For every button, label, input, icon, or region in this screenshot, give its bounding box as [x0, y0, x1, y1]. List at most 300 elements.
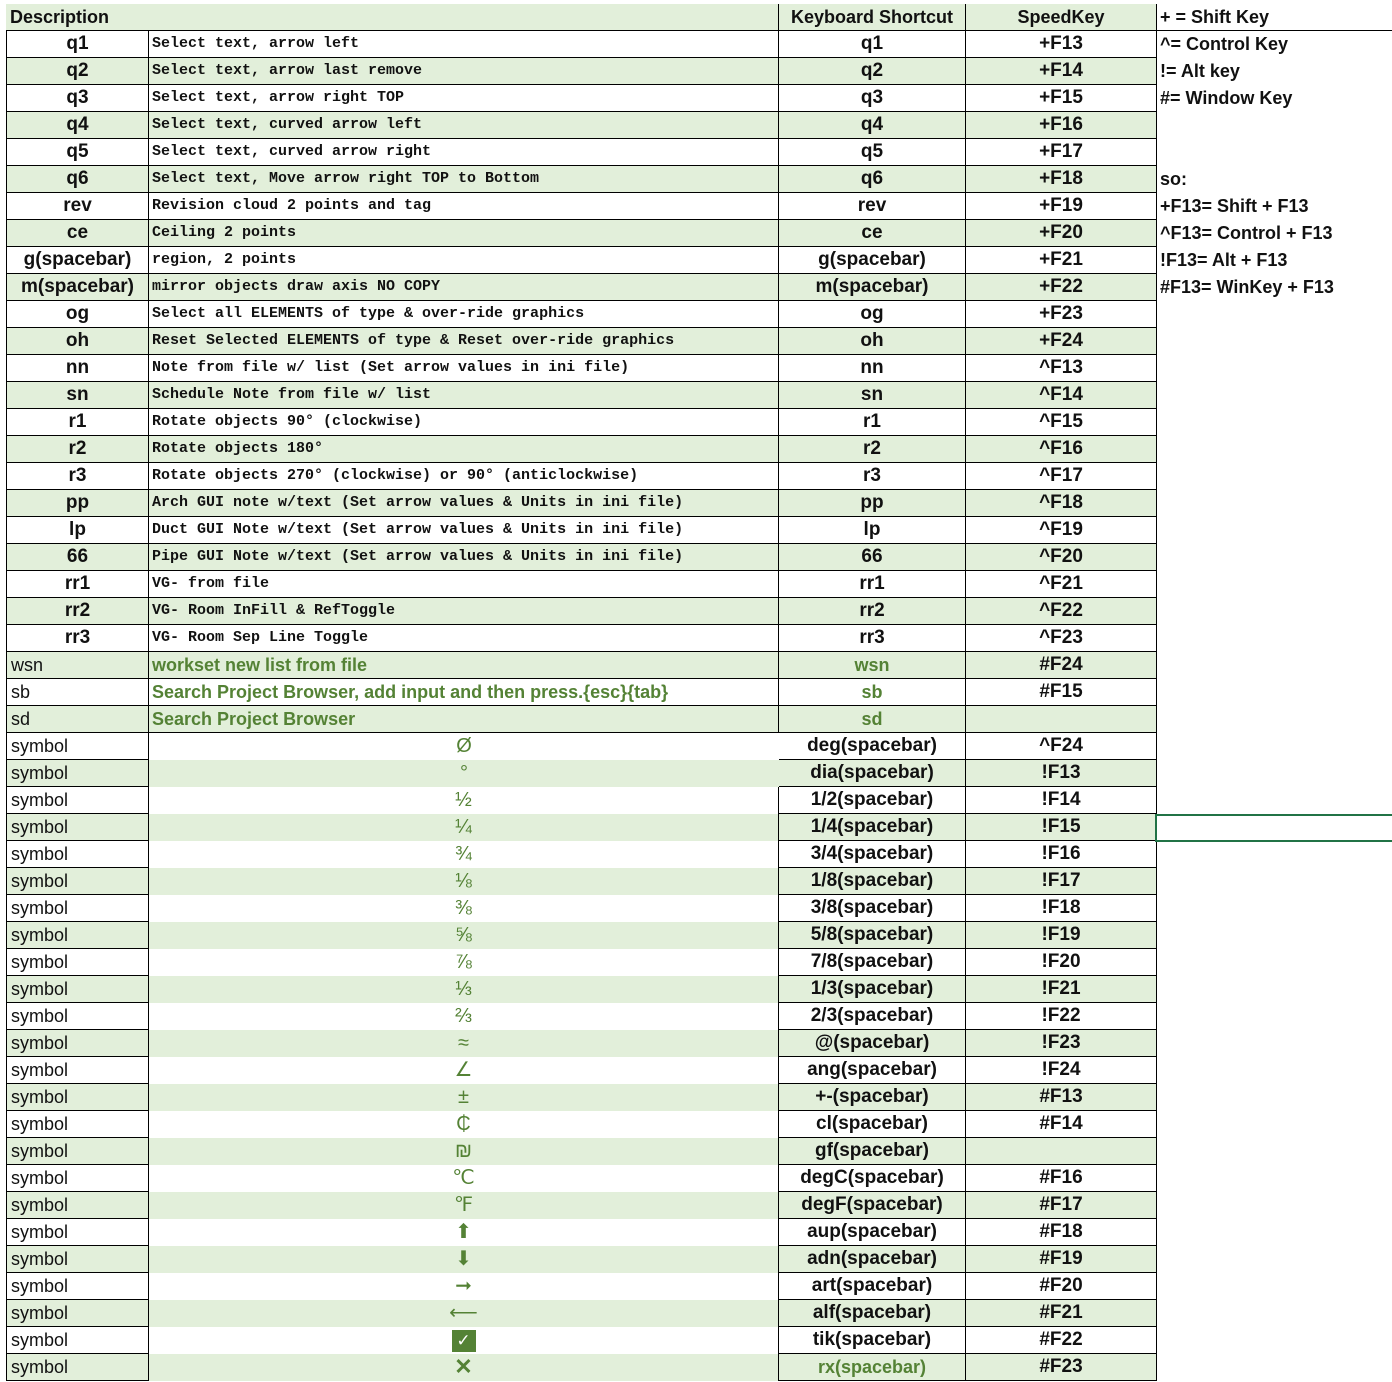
keyboard-shortcut-cell[interactable]: nn	[779, 355, 966, 382]
symbol-label-cell[interactable]: symbol	[6, 1327, 149, 1354]
speedkey-cell[interactable]: #F16	[966, 1165, 1157, 1192]
table-row	[0, 733, 1392, 760]
keyboard-shortcut-cell[interactable]: rev	[779, 193, 966, 220]
keyboard-shortcut-cell[interactable]: alf(spacebar)	[779, 1300, 966, 1327]
symbol-glyph-cell[interactable]	[149, 1219, 779, 1246]
keyboard-shortcut-cell[interactable]: lp	[779, 517, 966, 544]
command-description-cell[interactable]: Revision cloud 2 points and tag	[149, 193, 779, 220]
table-row	[0, 409, 1392, 436]
command-description-cell[interactable]: Arch GUI note w/text (Set arrow values & Units in ini file)	[149, 490, 779, 517]
keyboard-shortcut-cell[interactable]: dia(spacebar)	[779, 760, 966, 787]
legend-note-cell[interactable]	[1157, 328, 1392, 355]
legend-note-cell[interactable]: != Alt key	[1160, 61, 1240, 81]
keyboard-shortcut-cell[interactable]: 3/8(spacebar)	[779, 895, 966, 922]
table-row	[0, 625, 1392, 652]
symbol-glyph-cell[interactable]	[149, 1300, 779, 1327]
symbol-glyph: ℃	[452, 1167, 475, 1189]
keyboard-shortcut-cell[interactable]: cl(spacebar)	[779, 1111, 966, 1138]
table-row	[0, 301, 1392, 328]
speedkey-cell[interactable]: !F15	[966, 814, 1157, 841]
table-row	[0, 463, 1392, 490]
symbol-glyph-cell[interactable]	[149, 1111, 779, 1138]
symbol-label-cell[interactable]: symbol	[6, 1084, 149, 1111]
table-row	[0, 706, 1392, 733]
table-row	[0, 949, 1392, 976]
command-description-cell[interactable]: Select all ELEMENTS of type & over-ride graphics	[149, 301, 779, 328]
keyboard-shortcut-cell[interactable]: 1/4(spacebar)	[779, 814, 966, 841]
command-description-cell[interactable]: Search Project Browser	[149, 706, 779, 733]
command-code-cell[interactable]: g(spacebar)	[6, 247, 149, 274]
speedkey-cell[interactable]: #F17	[966, 1192, 1157, 1219]
speedkey-cell[interactable]: ^F17	[966, 463, 1157, 490]
speedkey-cell[interactable]: #F20	[966, 1273, 1157, 1300]
command-code-cell[interactable]: rev	[6, 193, 149, 220]
speedkey-cell[interactable]: ^F24	[966, 733, 1157, 760]
symbol-glyph: ¾	[455, 843, 472, 865]
keyboard-shortcut-cell[interactable]: +-(spacebar)	[779, 1084, 966, 1111]
speedkey-cell[interactable]: ^F21	[966, 571, 1157, 598]
legend-note-cell[interactable]	[1157, 355, 1392, 382]
symbol-glyph-cell[interactable]	[149, 1273, 779, 1300]
header-note[interactable]: + = Shift Key	[1157, 4, 1392, 31]
command-description-cell[interactable]: Pipe GUI Note w/text (Set arrow values & Units in ini file)	[149, 544, 779, 571]
speedkey-cell[interactable]: !F21	[966, 976, 1157, 1003]
table-row	[0, 355, 1392, 382]
keyboard-shortcut-cell[interactable]: ce	[779, 220, 966, 247]
symbol-glyph-cell[interactable]	[149, 841, 779, 868]
table-row	[0, 1273, 1392, 1300]
command-description-cell[interactable]: VG- Room Sep Line Toggle	[149, 625, 779, 652]
speedkey-cell[interactable]: ^F18	[966, 490, 1157, 517]
symbol-glyph-cell[interactable]	[149, 1354, 779, 1381]
command-description-cell[interactable]: workset new list from file	[149, 652, 779, 679]
keyboard-shortcut-cell[interactable]: 3/4(spacebar)	[779, 841, 966, 868]
speedkey-cell[interactable]: ^F13	[966, 355, 1157, 382]
legend-note-cell[interactable]: #= Window Key	[1160, 88, 1293, 108]
speedkey-cell[interactable]: +F23	[966, 301, 1157, 328]
speedkey-cell[interactable]: #F24	[966, 652, 1157, 679]
table-row	[0, 274, 1392, 301]
keyboard-shortcut-cell[interactable]: tik(spacebar)	[779, 1327, 966, 1354]
table-row	[0, 1084, 1392, 1111]
symbol-glyph: ⟵	[449, 1302, 478, 1324]
symbol-glyph: ⅞	[455, 951, 472, 973]
symbol-glyph-cell[interactable]	[149, 760, 779, 787]
command-description-cell[interactable]: VG- from file	[149, 571, 779, 598]
table-row	[0, 139, 1392, 166]
keyboard-shortcut-cell[interactable]: degF(spacebar)	[779, 1192, 966, 1219]
speedkey-cell[interactable]: +F18	[966, 166, 1157, 193]
command-description-cell[interactable]: Select text, arrow right TOP	[149, 85, 779, 112]
speedkey-cell[interactable]: !F23	[966, 1030, 1157, 1057]
symbol-glyph: ₵	[456, 1113, 471, 1135]
command-code-cell[interactable]: r1	[6, 409, 149, 436]
checkmark-icon: ✓	[452, 1330, 476, 1352]
table-row	[0, 85, 1392, 112]
command-code-cell[interactable]: sb	[6, 679, 149, 706]
speedkey-cell[interactable]: !F17	[966, 868, 1157, 895]
table-row	[0, 112, 1392, 139]
symbol-glyph-cell[interactable]	[149, 868, 779, 895]
speedkey-cell[interactable]: !F19	[966, 922, 1157, 949]
command-description-cell[interactable]: Rotate objects 270° (clockwise) or 90° (anticlockwise)	[149, 463, 779, 490]
keyboard-shortcut-cell[interactable]: og	[779, 301, 966, 328]
keyboard-shortcut-cell[interactable]: q3	[779, 85, 966, 112]
legend-note-cell[interactable]	[1157, 544, 1392, 571]
command-description-cell[interactable]: Ceiling 2 points	[149, 220, 779, 247]
keyboard-shortcut-cell[interactable]: g(spacebar)	[779, 247, 966, 274]
table-row	[0, 922, 1392, 949]
table-row	[0, 193, 1392, 220]
symbol-label-cell[interactable]: symbol	[6, 733, 149, 760]
symbol-glyph-cell[interactable]	[149, 922, 779, 949]
symbol-label-cell[interactable]: symbol	[6, 1111, 149, 1138]
header-shortcut[interactable]: Keyboard Shortcut	[779, 4, 966, 31]
table-row	[0, 895, 1392, 922]
command-description-cell[interactable]: Note from file w/ list (Set arrow values in ini file)	[149, 355, 779, 382]
command-description-cell[interactable]: Rotate objects 90° (clockwise)	[149, 409, 779, 436]
symbol-glyph-cell[interactable]	[149, 1327, 779, 1354]
command-code-cell[interactable]: rr2	[6, 598, 149, 625]
keyboard-shortcut-cell[interactable]: 66	[779, 544, 966, 571]
command-code-cell[interactable]: og	[6, 301, 149, 328]
legend-note-cell[interactable]	[1157, 301, 1392, 328]
command-code-cell[interactable]: sd	[6, 706, 149, 733]
symbol-glyph-cell[interactable]	[149, 1138, 779, 1165]
symbol-label-cell[interactable]: symbol	[6, 1300, 149, 1327]
symbol-glyph: ½	[455, 789, 472, 811]
command-code-cell[interactable]: oh	[6, 328, 149, 355]
symbol-label-cell[interactable]: symbol	[6, 868, 149, 895]
keyboard-shortcut-cell[interactable]: rr2	[779, 598, 966, 625]
symbol-label-cell[interactable]: symbol	[6, 841, 149, 868]
table-row	[0, 598, 1392, 625]
speedkey-cell[interactable]: !F14	[966, 787, 1157, 814]
symbol-glyph-cell[interactable]	[149, 1246, 779, 1273]
symbol-glyph: ⅔	[455, 1005, 472, 1027]
command-code-cell[interactable]: r3	[6, 463, 149, 490]
speedkey-cell[interactable]: +F15	[966, 85, 1157, 112]
symbol-label-cell[interactable]: symbol	[6, 1003, 149, 1030]
speedkey-cell[interactable]: !F24	[966, 1057, 1157, 1084]
table-row	[0, 247, 1392, 274]
command-description-cell[interactable]: Select text, curved arrow right	[149, 139, 779, 166]
table-row	[0, 1138, 1392, 1165]
keyboard-shortcut-cell[interactable]: sn	[779, 382, 966, 409]
symbol-glyph: Ø	[456, 735, 472, 757]
keyboard-shortcut-cell[interactable]: 7/8(spacebar)	[779, 949, 966, 976]
symbol-glyph-cell[interactable]	[149, 949, 779, 976]
keyboard-shortcut-cell[interactable]: rr1	[779, 571, 966, 598]
keyboard-shortcut-cell[interactable]: degC(spacebar)	[779, 1165, 966, 1192]
legend-note-cell[interactable]	[1157, 490, 1392, 517]
symbol-glyph: ¼	[455, 816, 472, 838]
keyboard-shortcut-cell[interactable]: @(spacebar)	[779, 1030, 966, 1057]
symbol-label-cell[interactable]: symbol	[6, 1219, 149, 1246]
speedkey-cell[interactable]	[966, 1138, 1157, 1165]
header-speedkey[interactable]: SpeedKey	[966, 4, 1157, 31]
keyboard-shortcut-cell[interactable]: rx(spacebar)	[779, 1354, 966, 1381]
symbol-glyph-cell[interactable]	[149, 733, 779, 760]
table-row	[0, 544, 1392, 571]
keyboard-shortcut-cell[interactable]: pp	[779, 490, 966, 517]
speedkey-cell[interactable]: !F13	[966, 760, 1157, 787]
keyboard-shortcut-cell[interactable]: q6	[779, 166, 966, 193]
keyboard-shortcut-cell[interactable]: 1/2(spacebar)	[779, 787, 966, 814]
table-row	[0, 841, 1392, 868]
keyboard-shortcut-cell[interactable]: sb	[779, 679, 966, 706]
speedkey-cell[interactable]: #F21	[966, 1300, 1157, 1327]
symbol-glyph: ⅓	[455, 978, 472, 1000]
speedkey-cell[interactable]: +F17	[966, 139, 1157, 166]
speedkey-cell[interactable]: +F24	[966, 328, 1157, 355]
speedkey-cell[interactable]: ^F15	[966, 409, 1157, 436]
keyboard-shortcut-cell[interactable]: q5	[779, 139, 966, 166]
symbol-label-cell[interactable]: symbol	[6, 976, 149, 1003]
header-description[interactable]: Description	[6, 4, 779, 31]
command-code-cell[interactable]: q6	[6, 166, 149, 193]
legend-note-cell[interactable]	[1157, 139, 1392, 166]
keyboard-shortcut-cell[interactable]: r1	[779, 409, 966, 436]
keyboard-shortcut-cell[interactable]: aup(spacebar)	[779, 1219, 966, 1246]
command-code-cell[interactable]: r2	[6, 436, 149, 463]
symbol-label-cell[interactable]: symbol	[6, 1354, 149, 1381]
speedkey-cell[interactable]: +F21	[966, 247, 1157, 274]
symbol-label-cell[interactable]: symbol	[6, 787, 149, 814]
symbol-glyph: ⅛	[455, 870, 472, 892]
command-code-cell[interactable]: wsn	[6, 652, 149, 679]
legend-note-cell[interactable]	[1157, 382, 1392, 409]
table-row	[0, 490, 1392, 517]
symbol-label-cell[interactable]: symbol	[6, 1057, 149, 1084]
command-description-cell[interactable]: region, 2 points	[149, 247, 779, 274]
command-code-cell[interactable]: 66	[6, 544, 149, 571]
symbol-label-cell[interactable]: symbol	[6, 1192, 149, 1219]
table-row	[0, 328, 1392, 355]
table-row	[0, 976, 1392, 1003]
active-cell-selection[interactable]	[1155, 814, 1392, 842]
symbol-label-cell[interactable]: symbol	[6, 949, 149, 976]
table-row	[0, 1111, 1392, 1138]
symbol-label-cell[interactable]: symbol	[6, 895, 149, 922]
command-description-cell[interactable]: Select text, arrow last remove	[149, 58, 779, 85]
command-code-cell[interactable]: rr3	[6, 625, 149, 652]
symbol-glyph: ➞	[455, 1275, 472, 1297]
symbol-glyph-cell[interactable]	[149, 814, 779, 841]
keyboard-shortcut-cell[interactable]: gf(spacebar)	[779, 1138, 966, 1165]
table-row	[0, 760, 1392, 787]
speedkey-cell[interactable]: !F18	[966, 895, 1157, 922]
legend-note-cell[interactable]: #F13= WinKey + F13	[1160, 277, 1334, 297]
symbol-glyph: ≈	[458, 1032, 469, 1054]
keyboard-shortcut-cell[interactable]: q4	[779, 112, 966, 139]
speedkey-cell[interactable]: !F20	[966, 949, 1157, 976]
legend-note-cell[interactable]	[1157, 112, 1392, 139]
speedkey-cell[interactable]: #F15	[966, 679, 1157, 706]
table-row	[0, 1246, 1392, 1273]
command-description-cell[interactable]: Schedule Note from file w/ list	[149, 382, 779, 409]
symbol-glyph-cell[interactable]	[149, 1030, 779, 1057]
legend-note-cell[interactable]	[1157, 598, 1392, 625]
symbol-glyph: ⅜	[455, 897, 472, 919]
symbol-glyph: ⬆	[455, 1221, 472, 1243]
legend-note-cell[interactable]	[1157, 463, 1392, 490]
table-row	[0, 1192, 1392, 1219]
keyboard-shortcut-cell[interactable]: sd	[779, 706, 966, 733]
command-code-cell[interactable]: q4	[6, 112, 149, 139]
speedkey-cell[interactable]: #F13	[966, 1084, 1157, 1111]
legend-note-cell[interactable]	[1157, 571, 1392, 598]
legend-note-cell[interactable]	[1157, 436, 1392, 463]
command-description-cell[interactable]: Rotate objects 180°	[149, 436, 779, 463]
speedkey-cell[interactable]: ^F22	[966, 598, 1157, 625]
symbol-glyph-cell[interactable]	[149, 1003, 779, 1030]
command-code-cell[interactable]: pp	[6, 490, 149, 517]
symbol-glyph-cell[interactable]	[149, 895, 779, 922]
symbol-glyph-cell[interactable]	[149, 1165, 779, 1192]
symbol-label-cell[interactable]: symbol	[6, 1030, 149, 1057]
symbol-glyph-cell[interactable]	[149, 1192, 779, 1219]
symbol-glyph: °	[460, 762, 468, 784]
table-row	[0, 652, 1392, 679]
table-row	[0, 679, 1392, 706]
symbol-glyph: ⬇	[455, 1248, 472, 1270]
speedkey-cell[interactable]: !F22	[966, 1003, 1157, 1030]
command-code-cell[interactable]: q3	[6, 85, 149, 112]
symbol-label-cell[interactable]: symbol	[6, 760, 149, 787]
table-row	[0, 571, 1392, 598]
keyboard-shortcut-cell[interactable]: 5/8(spacebar)	[779, 922, 966, 949]
legend-note-cell[interactable]: ^F13= Control + F13	[1160, 223, 1333, 243]
speedkey-cell[interactable]: #F19	[966, 1246, 1157, 1273]
speedkey-cell[interactable]: ^F14	[966, 382, 1157, 409]
speedkey-cell[interactable]: ^F19	[966, 517, 1157, 544]
command-code-cell[interactable]: nn	[6, 355, 149, 382]
command-code-cell[interactable]: ce	[6, 220, 149, 247]
command-description-cell[interactable]: VG- Room InFill & RefToggle	[149, 598, 779, 625]
symbol-label-cell[interactable]: symbol	[6, 1246, 149, 1273]
table-row	[0, 1219, 1392, 1246]
speedkey-cell[interactable]	[966, 706, 1157, 733]
symbol-glyph: ∠	[454, 1059, 473, 1081]
legend-note-cell[interactable]: so:	[1160, 169, 1187, 189]
table-row	[0, 1003, 1392, 1030]
speedkey-cell[interactable]: ^F20	[966, 544, 1157, 571]
table-row	[0, 517, 1392, 544]
speedkey-cell[interactable]: !F16	[966, 841, 1157, 868]
speedkey-cell[interactable]: +F22	[966, 274, 1157, 301]
command-code-cell[interactable]: q5	[6, 139, 149, 166]
table-row	[0, 220, 1392, 247]
command-code-cell[interactable]: q2	[6, 58, 149, 85]
table-row	[0, 58, 1392, 85]
symbol-glyph-cell[interactable]	[149, 1084, 779, 1111]
table-row	[0, 1300, 1392, 1327]
table-row	[0, 1165, 1392, 1192]
symbol-label-cell[interactable]: symbol	[6, 1273, 149, 1300]
symbol-label-cell[interactable]: symbol	[6, 922, 149, 949]
command-code-cell[interactable]: rr1	[6, 571, 149, 598]
command-description-cell[interactable]: Select text, curved arrow left	[149, 112, 779, 139]
symbol-label-cell[interactable]: symbol	[6, 814, 149, 841]
command-description-cell[interactable]: Select text, arrow left	[149, 31, 779, 58]
keyboard-shortcut-cell[interactable]: ang(spacebar)	[779, 1057, 966, 1084]
speedkey-cell[interactable]: +F13	[966, 31, 1157, 58]
table-row	[0, 787, 1392, 814]
keyboard-shortcut-cell[interactable]: art(spacebar)	[779, 1273, 966, 1300]
keyboard-shortcut-cell[interactable]: wsn	[779, 652, 966, 679]
speedkey-cell[interactable]: +F19	[966, 193, 1157, 220]
table-row	[0, 1327, 1392, 1354]
legend-note-cell[interactable]	[1157, 625, 1392, 652]
table-row	[0, 868, 1392, 895]
symbol-glyph: ₪	[455, 1140, 472, 1162]
keyboard-shortcut-cell[interactable]: 1/3(spacebar)	[779, 976, 966, 1003]
speedkey-cell[interactable]: #F14	[966, 1111, 1157, 1138]
speedkey-cell[interactable]: +F20	[966, 220, 1157, 247]
speedkey-cell[interactable]: ^F23	[966, 625, 1157, 652]
keyboard-shortcut-cell[interactable]: oh	[779, 328, 966, 355]
speedkey-cell[interactable]: #F18	[966, 1219, 1157, 1246]
keyboard-shortcut-cell[interactable]: q2	[779, 58, 966, 85]
keyboard-shortcut-cell[interactable]: r2	[779, 436, 966, 463]
keyboard-shortcut-cell[interactable]: m(spacebar)	[779, 274, 966, 301]
symbol-glyph-cell[interactable]	[149, 976, 779, 1003]
command-description-cell[interactable]: Search Project Browser, add input and then press.{esc}{tab}	[149, 679, 779, 706]
symbol-glyph: ⅝	[455, 924, 472, 946]
table-row	[0, 436, 1392, 463]
command-code-cell[interactable]: sn	[6, 382, 149, 409]
keyboard-shortcut-cell[interactable]: rr3	[779, 625, 966, 652]
legend-note-cell[interactable]	[1157, 409, 1392, 436]
table-row	[0, 31, 1392, 58]
header-row	[0, 4, 1392, 31]
keyboard-shortcut-cell[interactable]: adn(spacebar)	[779, 1246, 966, 1273]
speedkey-cell[interactable]: ^F16	[966, 436, 1157, 463]
keyboard-shortcut-cell[interactable]: q1	[779, 31, 966, 58]
symbol-label-cell[interactable]: symbol	[6, 1138, 149, 1165]
command-description-cell[interactable]: Duct GUI Note w/text (Set arrow values & Units in ini file)	[149, 517, 779, 544]
command-code-cell[interactable]: m(spacebar)	[6, 274, 149, 301]
speedkey-cell[interactable]: +F16	[966, 112, 1157, 139]
command-code-cell[interactable]: lp	[6, 517, 149, 544]
legend-note-cell[interactable]: +F13= Shift + F13	[1160, 196, 1309, 216]
table-row	[0, 1354, 1392, 1381]
legend-note-cell[interactable]	[1157, 517, 1392, 544]
keyboard-shortcut-cell[interactable]: 2/3(spacebar)	[779, 1003, 966, 1030]
symbol-label-cell[interactable]: symbol	[6, 1165, 149, 1192]
table-row	[0, 382, 1392, 409]
command-description-cell[interactable]: Reset Selected ELEMENTS of type & Reset over-ride graphics	[149, 328, 779, 355]
keyboard-shortcut-cell[interactable]: r3	[779, 463, 966, 490]
table-row	[0, 166, 1392, 193]
speedkey-cell[interactable]: #F22	[966, 1327, 1157, 1354]
legend-note-cell[interactable]: !F13= Alt + F13	[1160, 250, 1288, 270]
symbol-glyph-cell[interactable]	[149, 787, 779, 814]
command-description-cell[interactable]: mirror objects draw axis NO COPY	[149, 274, 779, 301]
symbol-glyph: ✕	[454, 1354, 473, 1379]
symbol-glyph: ±	[458, 1086, 469, 1108]
symbol-glyph-cell[interactable]	[149, 1057, 779, 1084]
keyboard-shortcut-cell[interactable]: 1/8(spacebar)	[779, 868, 966, 895]
legend-note-cell[interactable]: ^= Control Key	[1160, 34, 1289, 54]
symbol-glyph: ℉	[453, 1194, 474, 1216]
speedkey-cell[interactable]: #F23	[966, 1354, 1157, 1381]
speedkey-cell[interactable]: +F14	[966, 58, 1157, 85]
command-description-cell[interactable]: Select text, Move arrow right TOP to Bottom	[149, 166, 779, 193]
command-code-cell[interactable]: q1	[6, 31, 149, 58]
keyboard-shortcut-cell[interactable]: deg(spacebar)	[779, 733, 966, 760]
